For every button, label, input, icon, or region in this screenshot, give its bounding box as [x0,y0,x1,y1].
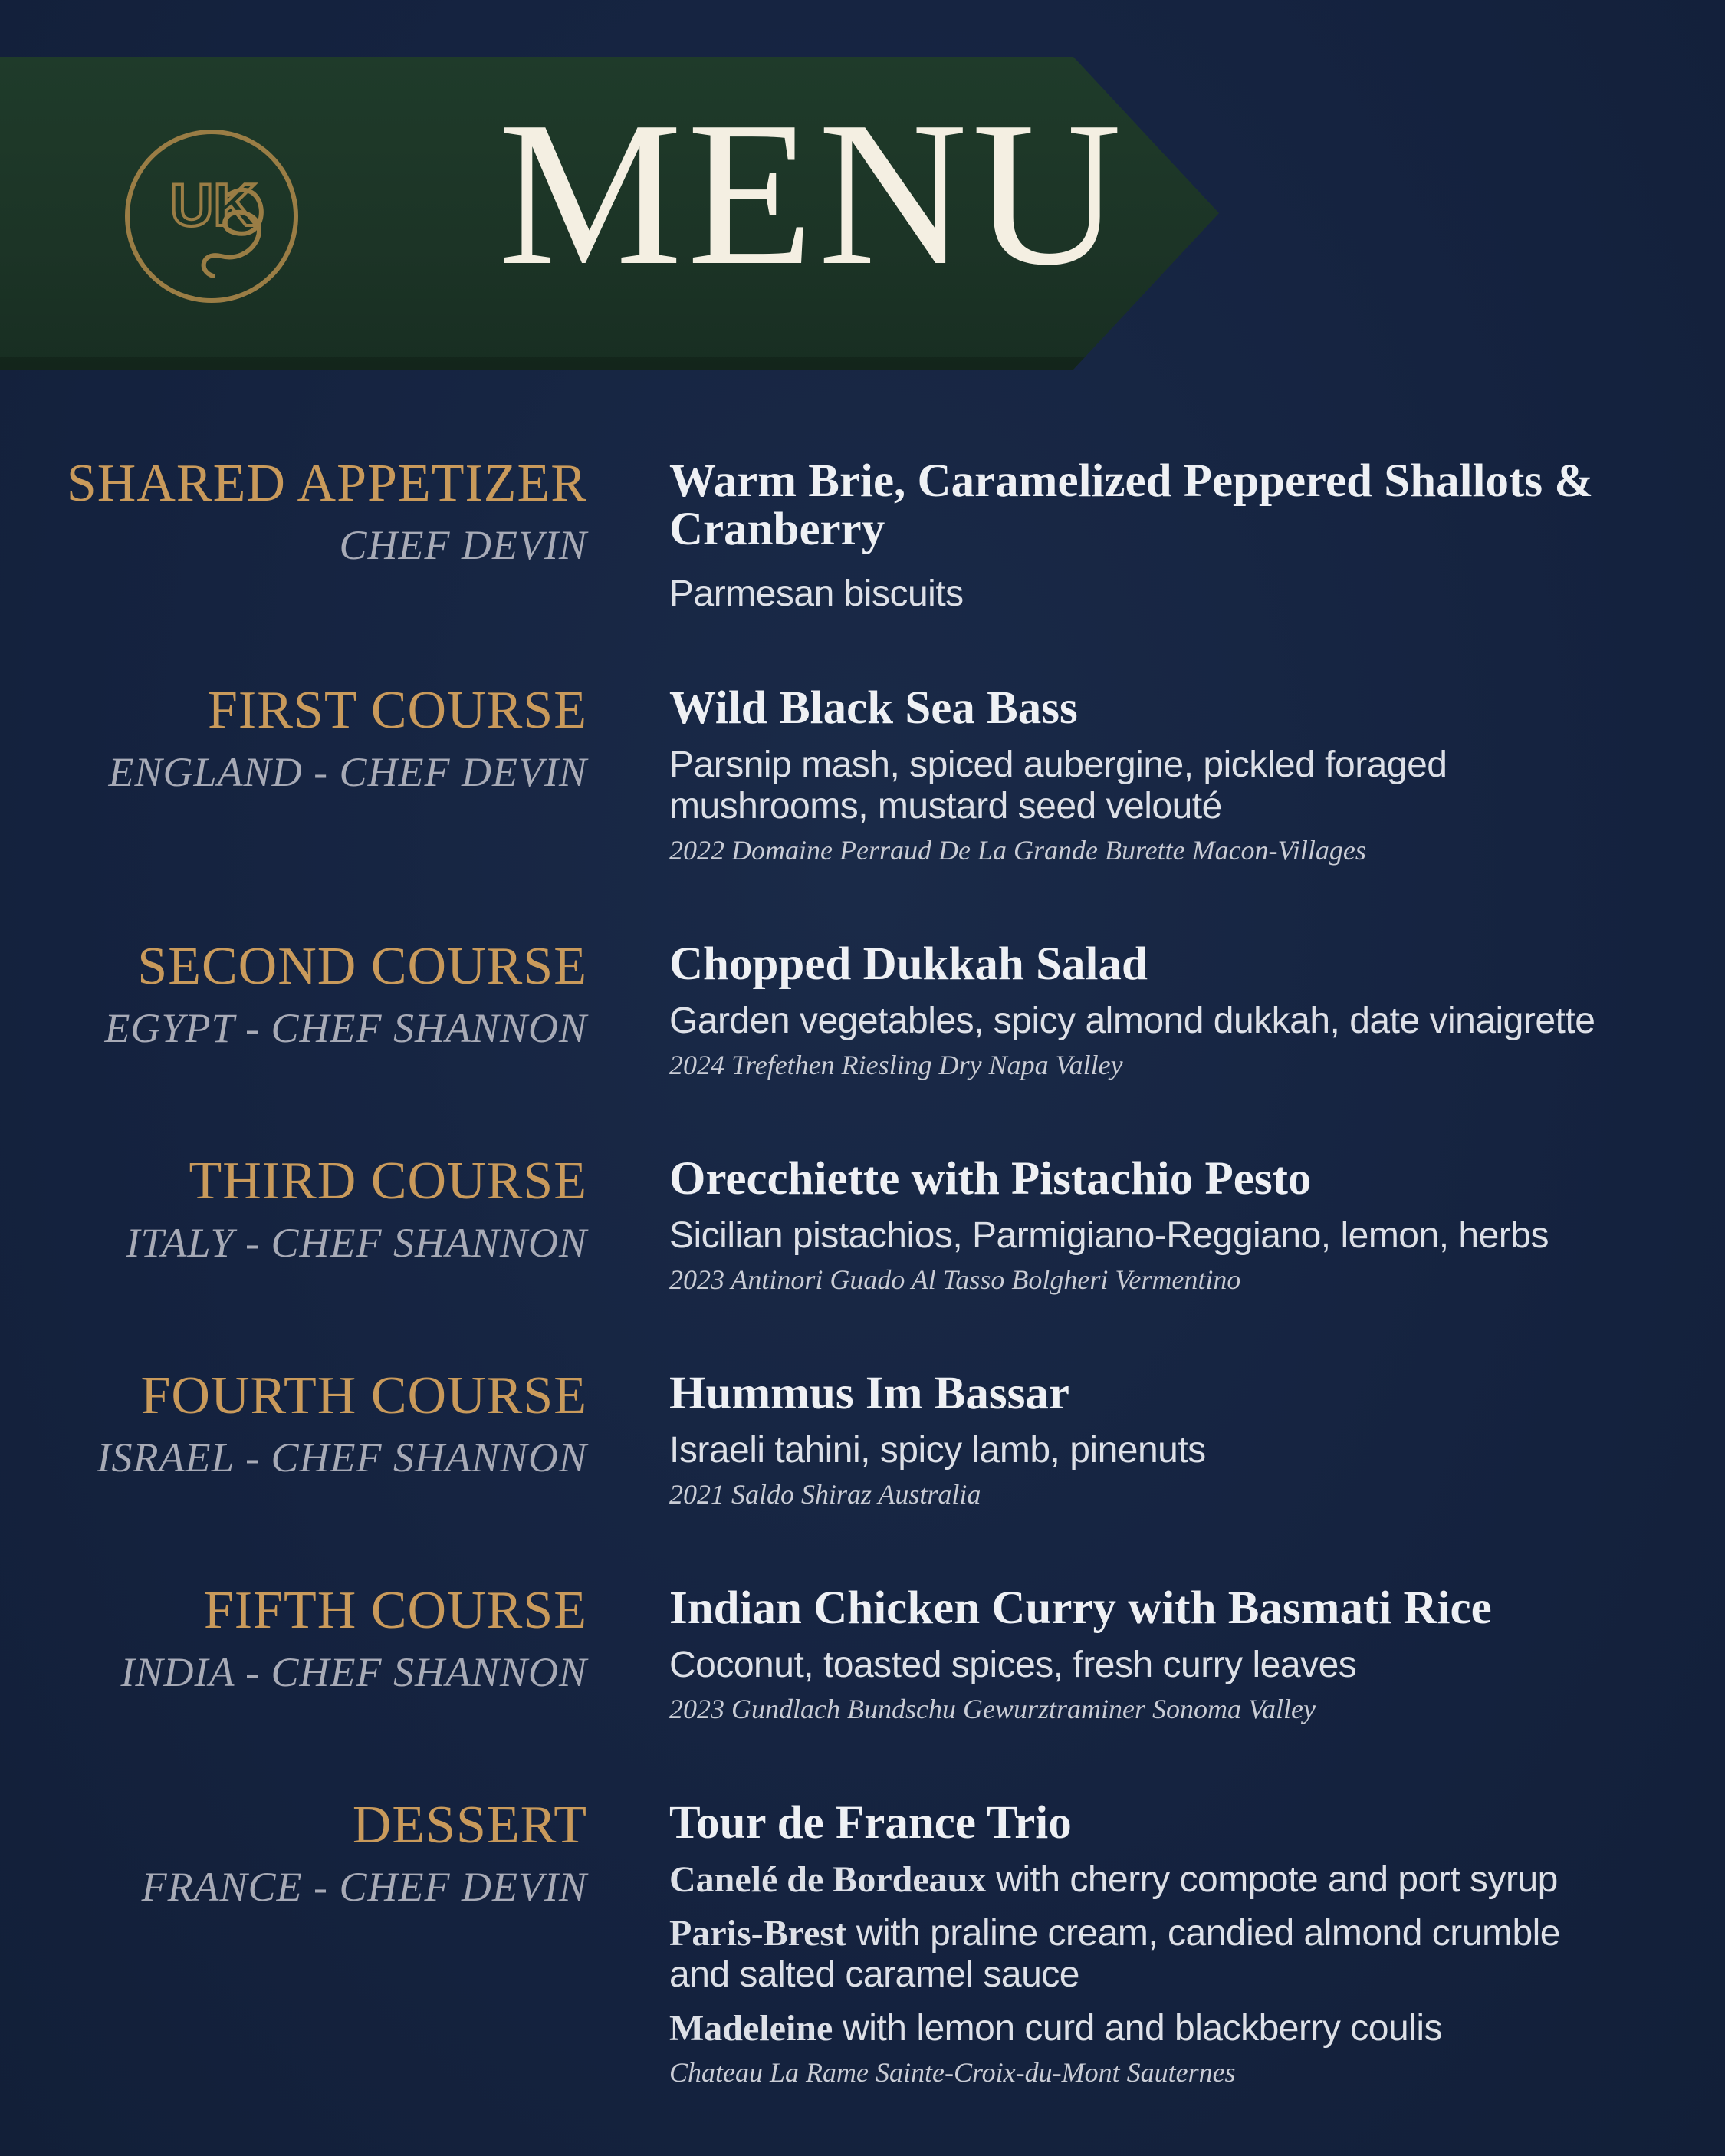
dish-name: Indian Chicken Curry with Basmati Rice [669,1582,1492,1634]
dessert-item-description: with praline cream, candied almond crumble and salted caramel sauce [669,1913,1560,1995]
dish-name: Wild Black Sea Bass [669,682,1078,734]
course-label: DESSERT [352,1796,587,1855]
course-label: SECOND COURSE [137,937,587,996]
dessert-item [669,1859,1612,1901]
dessert-item [669,1913,1612,1996]
dessert-item-name: Madeleine [669,2008,833,2049]
dessert-item [669,2008,1612,2049]
dish-description: Sicilian pistachios, Parmigiano-Reggiano, lemon, herbs [669,1215,1549,1256]
wine-pairing: Chateau La Rame Sainte-Croix-du-Mont Sauternes [669,2057,1236,2088]
dish-name: Tour de France Trio [669,1797,1072,1849]
course-label: SHARED APPETIZER [66,454,587,513]
dessert-item-description: with cherry compote and port syrup [986,1859,1558,1900]
dish-description: Parmesan biscuits [669,574,964,614]
course-chef: ITALY - CHEF SHANNON [126,1220,587,1266]
dessert-item-description: with lemon curd and blackberry coulis [833,2008,1442,2049]
dish-description: Garden vegetables, spicy almond dukkah, date vinaigrette [669,1001,1595,1041]
wine-pairing: 2022 Domaine Perraud De La Grande Burette Macon-Villages [669,835,1366,866]
svg-text:UK: UK [170,171,257,238]
dish-description: Parsnip mash, spiced aubergine, pickled foraged mushrooms, mustard seed velouté [669,744,1447,827]
dish-description: Coconut, toasted spices, fresh curry leaves [669,1645,1357,1685]
wine-pairing: 2021 Saldo Shiraz Australia [669,1479,981,1510]
dish-name: Chopped Dukkah Salad [669,938,1148,990]
wine-pairing: 2023 Gundlach Bundschu Gewurztraminer Sonoma Valley [669,1694,1316,1724]
course-chef: CHEF DEVIN [339,522,587,568]
page-title: MENU [498,79,1126,308]
dish-name: Hummus Im Bassar [669,1368,1070,1419]
course-label: FOURTH COURSE [140,1366,587,1425]
course-label: FIRST COURSE [207,681,587,740]
course-chef: INDIA - CHEF SHANNON [120,1649,587,1695]
uk-logo-icon [121,126,302,307]
dessert-item-name: Paris-Brest [669,1913,847,1954]
dish-description: Israeli tahini, spicy lamb, pinenuts [669,1430,1206,1471]
course-label: FIFTH COURSE [203,1581,587,1640]
course-label: THIRD COURSE [189,1152,587,1211]
dish-name: Orecchiette with Pistachio Pesto [669,1153,1312,1205]
course-chef: FRANCE - CHEF DEVIN [141,1864,587,1910]
course-chef: ISRAEL - CHEF SHANNON [97,1435,587,1481]
dessert-item-name: Canelé de Bordeaux [669,1859,987,1900]
course-chef: ENGLAND - CHEF DEVIN [108,749,587,795]
wine-pairing: 2023 Antinori Guado Al Tasso Bolgheri Vermentino [669,1264,1241,1295]
wine-pairing: 2024 Trefethen Riesling Dry Napa Valley [669,1050,1123,1080]
course-chef: EGYPT - CHEF SHANNON [104,1005,587,1051]
dish-name: Warm Brie, Caramelized Peppered Shallots & Cranberry [669,455,1594,555]
